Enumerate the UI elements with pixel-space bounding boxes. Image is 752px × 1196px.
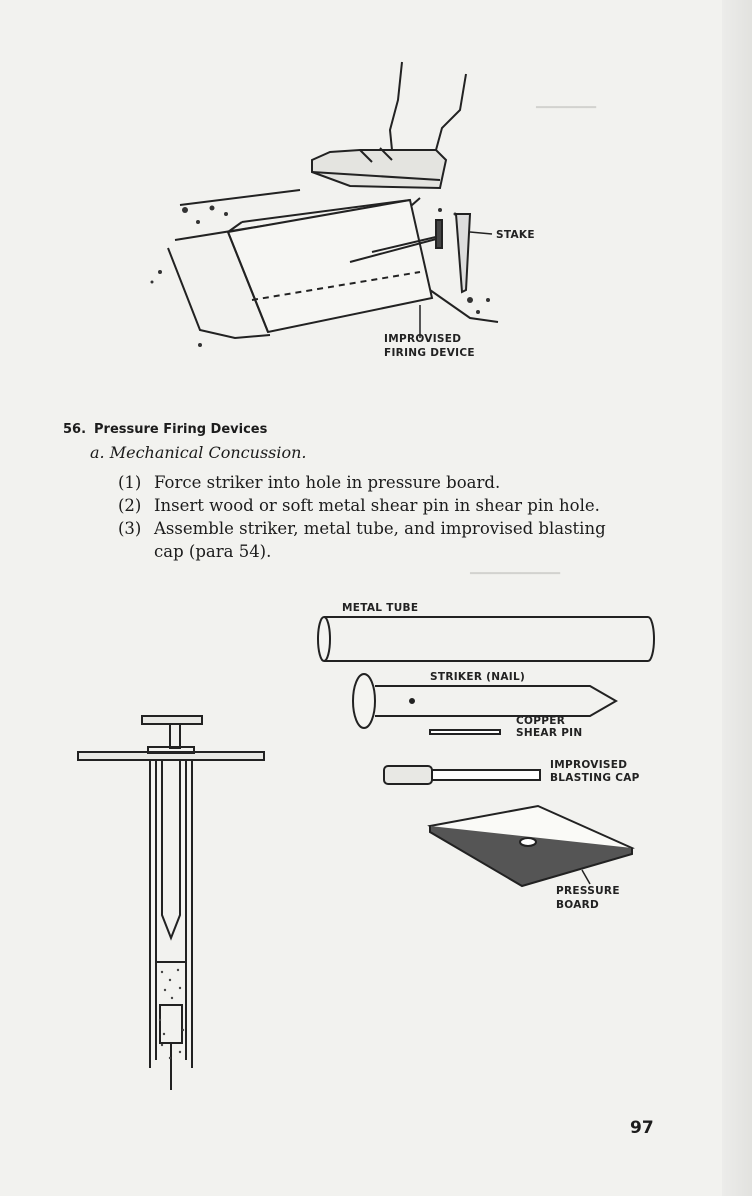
step-2 <box>118 495 678 517</box>
board-label: BOARD <box>556 899 600 911</box>
shear-pin-label: SHEAR PIN <box>516 727 583 739</box>
subsection-title: a. Mechanical Concussion. <box>90 443 307 462</box>
section-heading <box>63 422 267 437</box>
step-number: (3) <box>118 519 142 538</box>
step-number: (2) <box>118 496 142 515</box>
stake <box>456 214 470 292</box>
copper-label: COPPER <box>516 715 566 727</box>
step-number: (1) <box>118 473 142 492</box>
improvised-blasting-cap <box>384 766 540 784</box>
section-title: Pressure Firing Devices <box>94 422 268 437</box>
pressure-board-part <box>430 806 632 886</box>
pressure-label: PRESSURE <box>556 885 620 897</box>
page-number: 97 <box>630 1118 654 1138</box>
figure-parts-assembly <box>0 590 752 1110</box>
improvised-label: IMPROVISED <box>384 333 462 345</box>
step-text: Force striker into hole in pressure board. <box>154 473 501 492</box>
metal-tube <box>318 617 654 661</box>
striker-label: STRIKER (NAIL) <box>430 671 526 683</box>
step-text: Insert wood or soft metal shear pin in shear pin hole. <box>154 496 600 515</box>
bleed-through: ▁▁▁▁▁▁ <box>536 94 596 109</box>
assembly-cross-section <box>78 716 264 1090</box>
step-3-continuation: cap (para 54). <box>154 542 272 561</box>
stake-label: STAKE <box>496 229 535 241</box>
step-1 <box>118 472 678 494</box>
improvised-cap-label: IMPROVISED <box>550 759 628 771</box>
section-number: 56. <box>63 422 87 437</box>
figure-boot-firing-device <box>0 0 752 400</box>
step-3 <box>118 518 678 540</box>
firing-device-label: FIRING DEVICE <box>384 347 475 359</box>
bleed-through: ▁▁▁▁▁▁▁▁▁ <box>470 560 560 575</box>
step-text: Assemble striker, metal tube, and improvised blasting <box>154 519 606 538</box>
blasting-cap-label: BLASTING CAP <box>550 772 640 784</box>
copper-shear-pin <box>430 730 500 734</box>
boot-illustration <box>312 62 466 188</box>
metal-tube-label: METAL TUBE <box>342 602 419 614</box>
pressure-board <box>228 200 432 332</box>
